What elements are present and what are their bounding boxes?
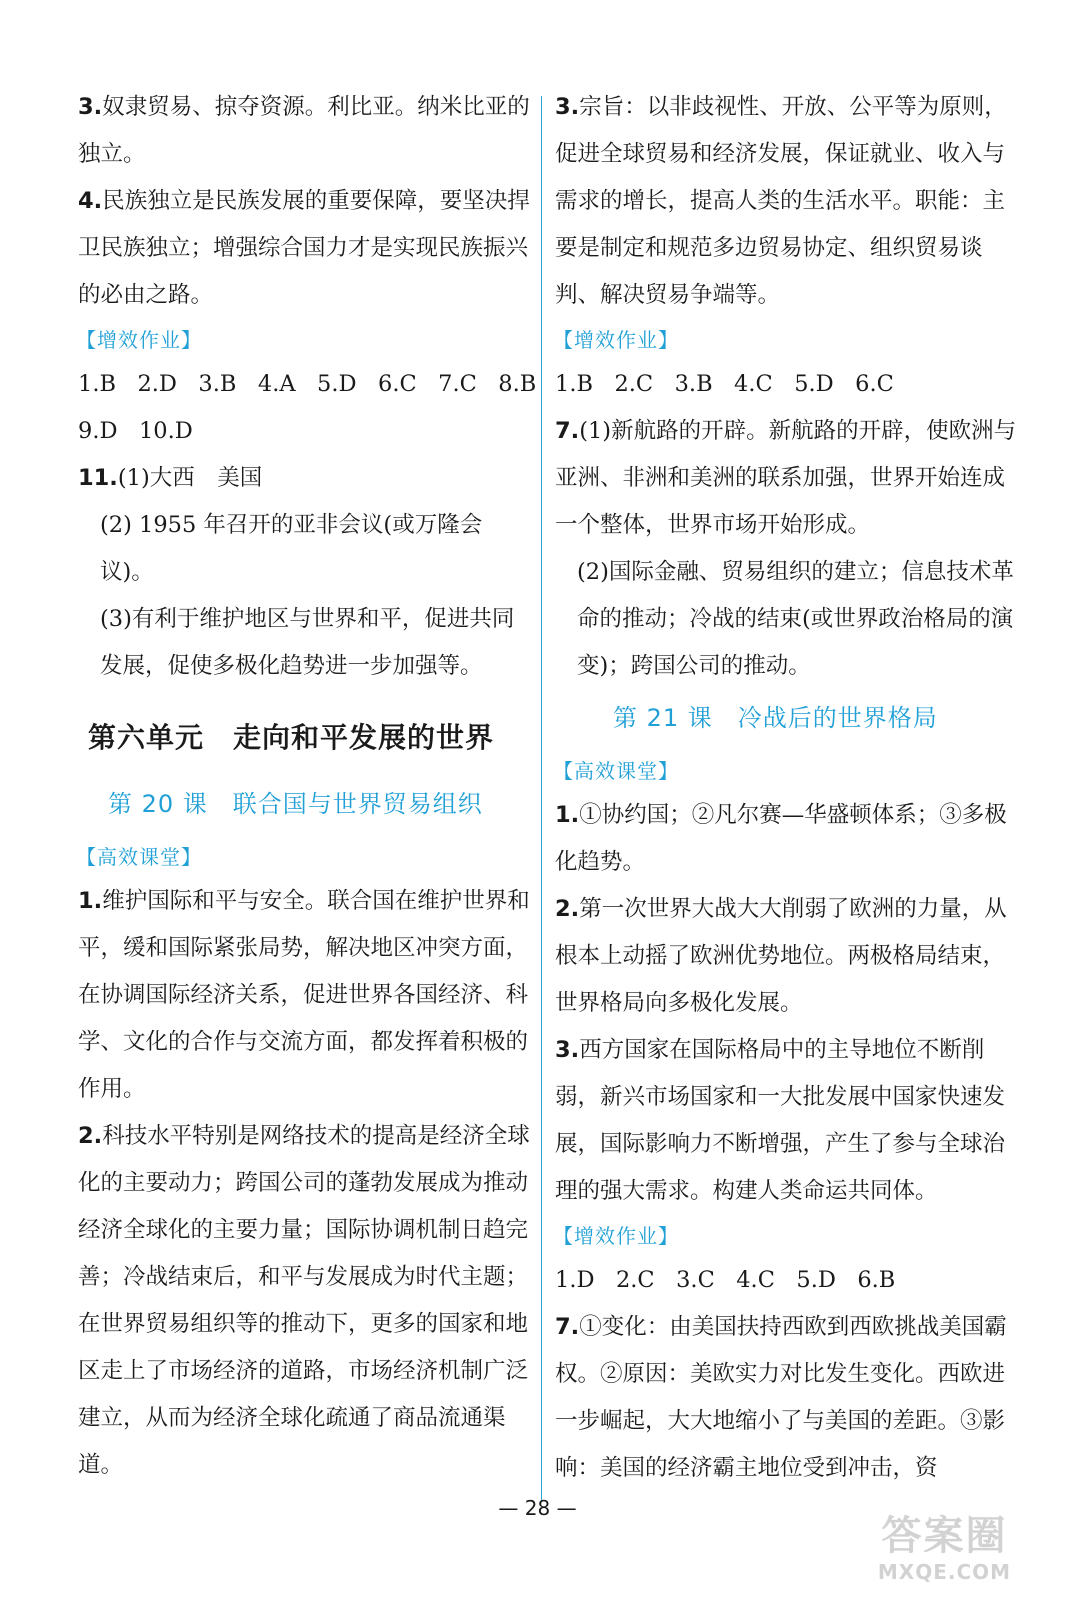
- answers-row-2: 9.D 10.D: [78, 418, 193, 444]
- left-lesson20-item-1: 1.维护国际和平与安全。联合国在维护世界和平，缓和国际紧张局势，解决地区冲突方面，在协调国际经济关系，促进世界各国经济、科学、文化的合作与交流方面，都发挥着积极的作用。: [78, 888, 530, 1102]
- right-q7-part2: (2)国际金融、贸易组织的建立；信息技术革命的推动；冷战的结束(或世界政治格局的演变)；跨国公司的推动。: [577, 559, 1014, 679]
- left-column: [76, 84, 537, 1489]
- watermark-text: 答案圈: [881, 1513, 1008, 1559]
- right-q7: 7.(1)新航路的开辟。新航路的开辟，使欧洲与亚洲、非洲和美洲的联系加强，世界开始连成一个整体，世界市场开始形成。: [555, 418, 1017, 538]
- left-q11-part3: (3)有利于维护地区与世界和平，促进共同发展，促使多极化趋势进一步加强等。: [100, 606, 515, 679]
- left-lesson20-item-2: 2.科技水平特别是网络技术的提高是经济全球化的主要动力；跨国公司的蓬勃发展成为推动经济全球化的主要力量；国际协调机制日趋完善；冷战结束后，和平与发展成为时代主题；在世界贸易组织等的推动下，更多的国家和地区走上了市场经济的道路，市场经济机制广泛建立，从而为经济全球化疏通了商品流通渠道。: [78, 1123, 530, 1478]
- lesson-21-title: 第 21 课 冷战后的世界格局: [613, 704, 938, 732]
- column-divider: [541, 96, 542, 1501]
- right-column: [555, 84, 1018, 1492]
- right-item-3: 3.宗旨：以非歧视性、开放、公平等为原则，促进全球贸易和经济发展，保证就业、收入与需求的增长，提高人类的生活水平。职能：主要是制定和规范多边贸易协定、组织贸易谈判、解决贸易争端等。: [555, 94, 1007, 308]
- right-lesson21-q7: 7.①变化：由美国扶持西欧到西欧挑战美国霸权。②原因：美欧实力对比发生变化。西欧进一步崛起，大大地缩小了与美国的差距。③影响：美国的经济霸主地位受到冲击，资: [555, 1314, 1007, 1481]
- right-lesson21-item-1: 1.①协约国；②凡尔赛—华盛顿体系；③多极化趋势。: [555, 802, 1007, 875]
- right-lesson21-item-2: 2.第一次世界大战大大削弱了欧洲的力量，从根本上动摇了欧洲优势地位。两极格局结束，世界格局向多极化发展。: [555, 896, 1007, 1016]
- page-number: — 28 —: [498, 1496, 577, 1520]
- left-item-4: 4.民族独立是民族发展的重要保障，要坚决捍卫民族独立；增强综合国力才是实现民族振兴的必由之路。: [78, 188, 530, 308]
- answers-row-1: 1.B 2.D 3.B 4.A 5.D 6.C 7.C 8.B: [78, 371, 537, 397]
- left-q11-part2: (2) 1955 年召开的亚非会议(或万隆会议)。: [100, 512, 483, 585]
- answers-row-right-1: 1.B 2.C 3.B 4.C 5.D 6.C: [555, 371, 894, 397]
- answers-row-right-2: 1.D 2.C 3.C 4.C 5.D 6.B: [555, 1267, 896, 1293]
- section-tag-gaoxiao: 【高效课堂】: [553, 759, 679, 783]
- lesson-20-title: 第 20 课 联合国与世界贸易组织: [108, 790, 483, 818]
- left-item-3: 3.奴隶贸易、掠夺资源。利比亚。纳米比亚的独立。: [78, 94, 530, 167]
- section-tag-zengxiao: 【增效作业】: [553, 328, 679, 352]
- left-q11: 11.(1)大西 美国: [78, 465, 263, 491]
- right-lesson21-item-3: 3.西方国家在国际格局中的主导地位不断削弱，新兴市场国家和一大批发展中国家快速发展，国际影响力不断增强，产生了参与全球治理的强大需求。构建人类命运共同体。: [555, 1037, 1006, 1204]
- section-tag-gaoxiao: 【高效课堂】: [76, 845, 202, 869]
- unit-title: 第六单元 走向和平发展的世界: [88, 721, 495, 754]
- section-tag-zengxiao: 【增效作业】: [76, 328, 202, 352]
- section-tag-zengxiao: 【增效作业】: [553, 1224, 679, 1248]
- watermark-url: MXQE.COM: [877, 1560, 1012, 1584]
- watermark-logo: [852, 1512, 1037, 1592]
